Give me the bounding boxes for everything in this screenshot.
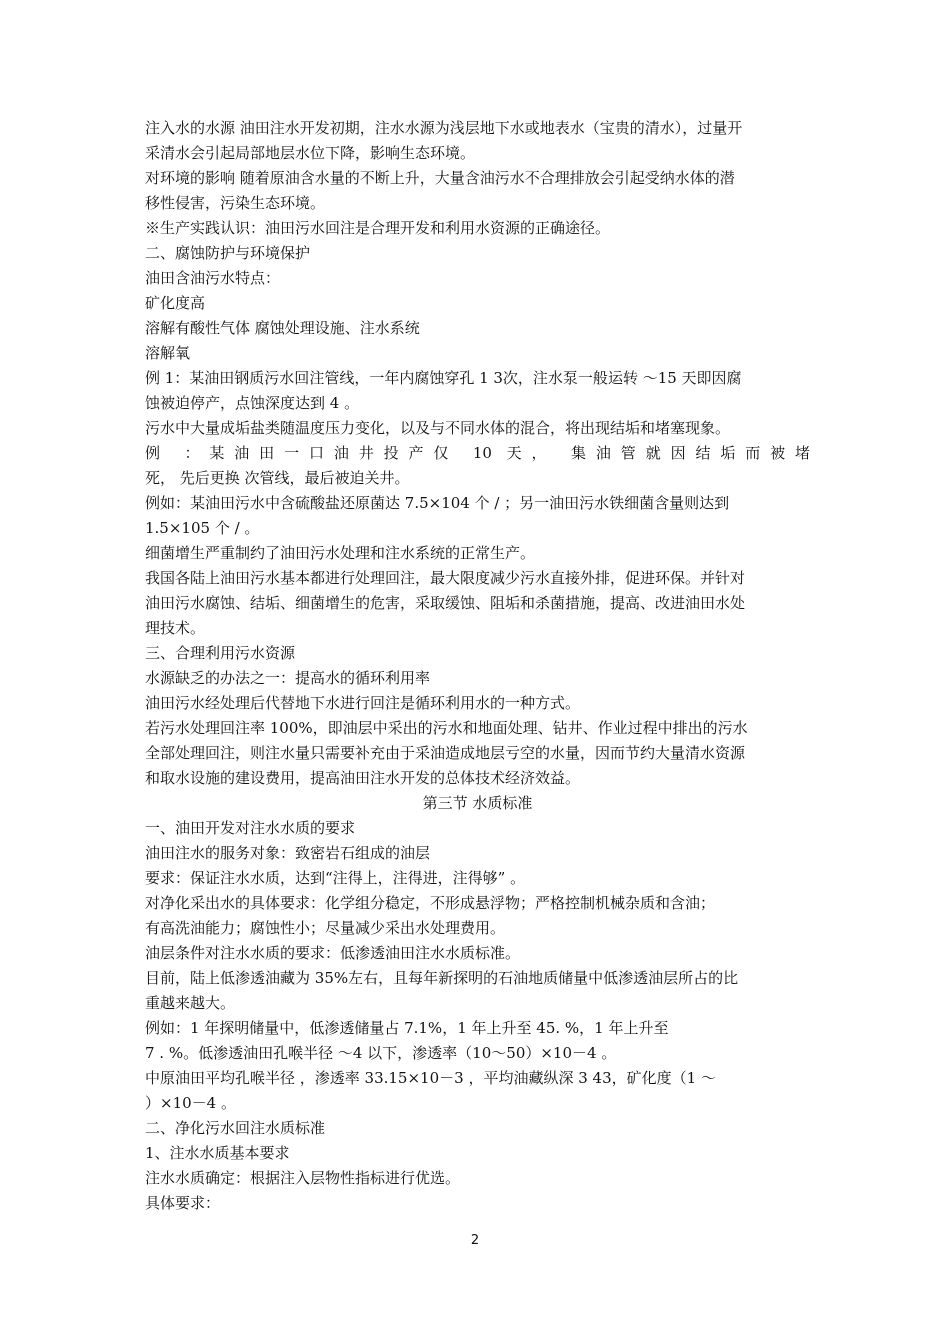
text-line: 例 ：某油田一口油井投产仅 10 天， 集油管就因结垢而被堵 — [145, 444, 810, 462]
text-line: 有高洗油能力；腐蚀性小；尽量减少采出水处理费用。 — [145, 919, 506, 937]
text-line: 死， 先后更换 次管线，最后被迫关井。 — [145, 469, 410, 487]
section-heading: 二、净化污水回注水质标准 — [145, 1119, 326, 1137]
text-line: 油田注水的服务对象：致密岩石组成的油层 — [145, 844, 431, 862]
text-line: 溶解有酸性气体 腐蚀处理设施、注水系统 — [145, 319, 420, 337]
text-line: 对净化采出水的具体要求：化学组分稳定，不形成悬浮物；严格控制机械杂质和含油； — [145, 894, 716, 912]
text-line: 全部处理回注，则注水量只需要补充由于采油造成地层亏空的水量，因而节约大量清水资源 — [145, 744, 746, 762]
text-line: 具体要求： — [145, 1194, 221, 1212]
text-line: 理技术。 — [145, 619, 206, 637]
text-line: 1.5×105 个 / 。 — [145, 519, 260, 537]
text-line: 水源缺乏的办法之一：提高水的循环利用率 — [145, 669, 431, 687]
text-line: 我国各陆上油田污水基本都进行处理回注，最大限度减少污水直接外排，促进环保。并针对 — [145, 569, 746, 587]
text-line: 油田含油污水特点： — [145, 269, 281, 287]
text-line: 油田污水经处理后代替地下水进行回注是循环利用水的一种方式。 — [145, 694, 581, 712]
text-line: 例如：1 年探明储量中，低渗透储量占 7.1%，1 年上升至 45. %，1 年上升至 — [145, 1019, 669, 1037]
section-heading: 二、腐蚀防护与环境保护 — [145, 244, 311, 262]
text-line: 污水中大量成垢盐类随温度压力变化，以及与不同水体的混合，将出现结垢和堵塞现象。 — [145, 419, 731, 437]
subsection-heading: 1、注水水质基本要求 — [145, 1144, 290, 1162]
text-line: 中原油田平均孔喉半径 ，渗透率 33.15×10－3 ，平均油藏纵深 3 43，矿化度（1 ～ — [145, 1069, 716, 1087]
text-line: 对环境的影响 随着原油含水量的不断上升，大量含油污水不合理排放会引起受纳水体的潜 — [145, 169, 735, 187]
text-line: 油田污水腐蚀、结垢、细菌增生的危害，采取缓蚀、阻垢和杀菌措施，提高、改进油田水处 — [145, 594, 746, 612]
text-line: 注入水的水源 油田注水开发初期，注水水源为浅层地下水或地表水（宝贵的清水），过量开 — [145, 119, 743, 137]
text-line: 例 1：某油田钢质污水回注管线，一年内腐蚀穿孔 1 3次，注水泵一般运转 ～15 天即因腐 — [145, 369, 742, 387]
text-line: 溶解氧 — [145, 344, 191, 362]
text-line: 蚀被迫停产，点蚀深度达到 4 。 — [145, 394, 360, 412]
text-line: ※生产实践认识：油田污水回注是合理开发和利用水资源的正确途径。 — [145, 219, 611, 237]
page-number: 2 — [470, 1233, 480, 1248]
text-line: 若污水处理回注率 100%，即油层中采出的污水和地面处理、钻井、作业过程中排出的污水 — [145, 719, 748, 737]
text-line: 细菌增生严重制约了油田污水处理和注水系统的正常生产。 — [145, 544, 536, 562]
body-text — [145, 116, 810, 1216]
text-line: 7 . %。低渗透油田孔喉半径 ～4 以下，渗透率（10～50）×10－4 。 — [145, 1044, 617, 1062]
text-line: 例如：某油田污水中含硫酸盐还原菌达 7.5×104 个 / ；另一油田污水铁细菌含量则达到 — [145, 494, 730, 512]
text-line: 要求：保证注水水质，达到“注得上，注得进，注得够” 。 — [145, 869, 526, 887]
chapter-section-title: 第三节 水质标准 — [422, 794, 533, 812]
section-heading: 三、合理利用污水资源 — [145, 644, 296, 662]
text-line: 和取水设施的建设费用，提高油田注水开发的总体技术经济效益。 — [145, 769, 581, 787]
text-line: 注水水质确定：根据注入层物性指标进行优选。 — [145, 1169, 461, 1187]
text-line: 采清水会引起局部地层水位下降，影响生态环境。 — [145, 144, 476, 162]
text-line: 重越来越大。 — [145, 994, 236, 1012]
text-line: 目前，陆上低渗透油藏为 35%左右，且每年新探明的石油地质储量中低渗透油层所占的比 — [145, 969, 739, 987]
text-line: 油层条件对注水水质的要求：低渗透油田注水水质标准。 — [145, 944, 521, 962]
text-line: ）×10－4 。 — [145, 1094, 236, 1112]
text-line: 移性侵害，污染生态环境。 — [145, 194, 326, 212]
section-heading: 一、油田开发对注水水质的要求 — [145, 819, 356, 837]
text-line: 矿化度高 — [145, 294, 206, 312]
